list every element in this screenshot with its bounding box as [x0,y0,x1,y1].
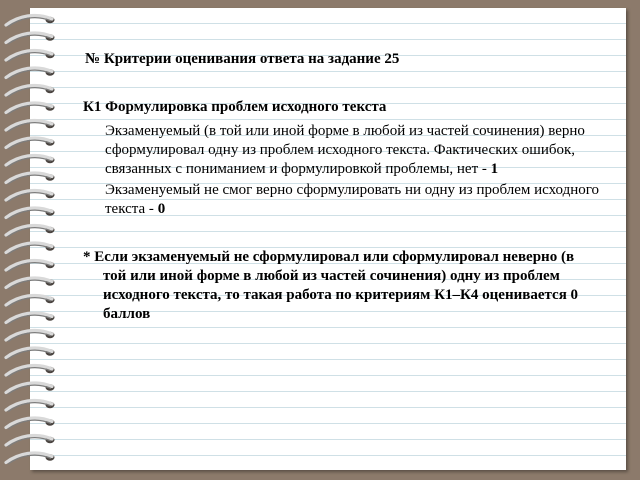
criterion-item-2-score: 0 [157,201,166,217]
criterion-item-1-text: Экзаменуемый (в той или иной форме в любой из частей сочинения) верно сформулировал одну из проблем исходного текста. Фактических ошибок, связанных с пониманием и формулировкой проблемы, нет - [105,123,585,177]
footnote-continuation: той или иной форме в любой из частей сочинения) одну из проблем исходного текста, то такая работа по критериям К1–К4 оценивается 0 баллов [103,268,579,322]
criterion-heading: К1 Формулировка проблем исходного текста [83,99,387,115]
footnote-first-line: * Если экзаменуемый не сформулировал или сформулировал неверно (в [83,249,575,265]
footnote [83,248,618,324]
criterion-item-1-score: 1 [490,161,499,177]
page-title: № Критерии оценивания ответа на задание 25 [85,51,400,67]
notebook-page [30,8,626,470]
criterion-item-2 [105,181,620,219]
criterion-item-1 [105,122,620,179]
criterion-item-2-text: Экзаменуемый не смог верно сформулировать ни одну из проблем исходного текста - [105,182,600,217]
